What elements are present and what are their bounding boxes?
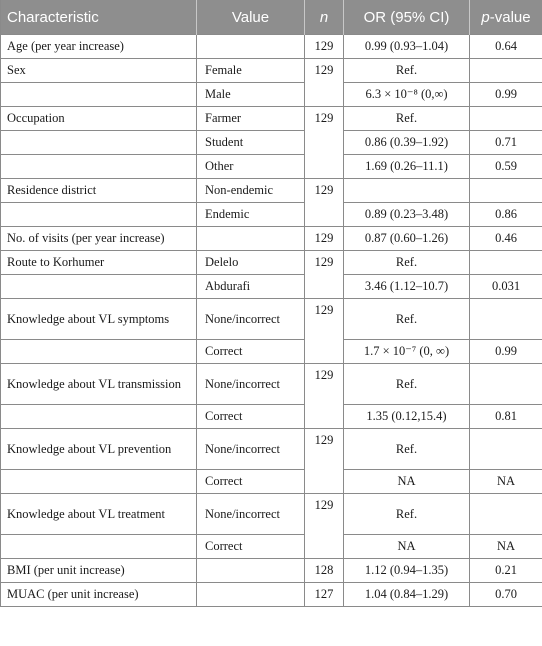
cell-or: 1.7 × 10⁻⁷ (0, ∞): [344, 340, 470, 364]
cell-p: [470, 299, 542, 340]
cell-value: Correct: [197, 535, 305, 559]
table-row: [1, 429, 542, 470]
cell-value: [197, 559, 305, 583]
table-row: [1, 405, 542, 429]
cell-value: Endemic: [197, 203, 305, 227]
cell-characteristic: Knowledge about VL symptoms: [1, 299, 197, 340]
cell-or: 0.99 (0.93–1.04): [344, 35, 470, 59]
cell-or: 1.04 (0.84–1.29): [344, 583, 470, 607]
cell-n: 129: [305, 179, 344, 227]
cell-or: Ref.: [344, 364, 470, 405]
cell-or: Ref.: [344, 251, 470, 275]
cell-p: [470, 364, 542, 405]
cell-value: None/incorrect: [197, 299, 305, 340]
table-row: [1, 35, 542, 59]
table-row: [1, 559, 542, 583]
header-or: OR (95% CI): [344, 0, 470, 35]
cell-or: Ref.: [344, 59, 470, 83]
header-row: [1, 0, 542, 35]
table-row: [1, 275, 542, 299]
cell-n: 129: [305, 107, 344, 179]
cell-n: 129: [305, 59, 344, 107]
cell-value: Other: [197, 155, 305, 179]
cell-or: 1.12 (0.94–1.35): [344, 559, 470, 583]
table-row: [1, 251, 542, 275]
table-row: [1, 583, 542, 607]
cell-p: 0.031: [470, 275, 542, 299]
cell-p: [470, 251, 542, 275]
cell-p: [470, 59, 542, 83]
cell-p: 0.99: [470, 340, 542, 364]
table-row: [1, 227, 542, 251]
cell-p: 0.21: [470, 559, 542, 583]
header-p-italic: p: [481, 8, 490, 26]
table-row: [1, 83, 542, 107]
cell-p: 0.64: [470, 35, 542, 59]
cell-p: 0.86: [470, 203, 542, 227]
cell-or: Ref.: [344, 494, 470, 535]
cell-or: 0.89 (0.23–3.48): [344, 203, 470, 227]
cell-or: 3.46 (1.12–10.7): [344, 275, 470, 299]
cell-p: 0.81: [470, 405, 542, 429]
cell-value: None/incorrect: [197, 429, 305, 470]
table-row: [1, 364, 542, 405]
cell-value: Delelo: [197, 251, 305, 275]
cell-p: 0.71: [470, 131, 542, 155]
cell-characteristic: [1, 470, 197, 494]
cell-n: 129: [305, 364, 344, 429]
table-row: [1, 59, 542, 83]
cell-characteristic: Residence district: [1, 179, 197, 203]
cell-n: 129: [305, 299, 344, 364]
table-row: [1, 470, 542, 494]
table-row: [1, 155, 542, 179]
cell-or: 1.35 (0.12,15.4): [344, 405, 470, 429]
cell-n: 129: [305, 429, 344, 494]
cell-characteristic: MUAC (per unit increase): [1, 583, 197, 607]
cell-value: Abdurafi: [197, 275, 305, 299]
cell-p: [470, 429, 542, 470]
cell-p: [470, 494, 542, 535]
cell-characteristic: No. of visits (per year increase): [1, 227, 197, 251]
cell-value: Farmer: [197, 107, 305, 131]
cell-characteristic: [1, 535, 197, 559]
header-n: n: [305, 0, 344, 35]
cell-or: 0.86 (0.39–1.92): [344, 131, 470, 155]
cell-or: NA: [344, 470, 470, 494]
table-row: [1, 494, 542, 535]
header-value: Value: [197, 0, 305, 35]
cell-p: 0.59: [470, 155, 542, 179]
header-p-rest: -value: [489, 8, 531, 26]
header-characteristic: Characteristic: [1, 0, 197, 35]
cell-characteristic: [1, 83, 197, 107]
cell-characteristic: Knowledge about VL prevention: [1, 429, 197, 470]
cell-n: 129: [305, 35, 344, 59]
cell-value: Correct: [197, 340, 305, 364]
cell-n: 127: [305, 583, 344, 607]
cell-or: 0.87 (0.60–1.26): [344, 227, 470, 251]
cell-p: [470, 179, 542, 203]
cell-value: Correct: [197, 405, 305, 429]
cell-value: None/incorrect: [197, 494, 305, 535]
cell-value: Female: [197, 59, 305, 83]
table-row: [1, 535, 542, 559]
cell-characteristic: Knowledge about VL transmission: [1, 364, 197, 405]
cell-n: 129: [305, 227, 344, 251]
cell-value: [197, 35, 305, 59]
cell-value: Male: [197, 83, 305, 107]
cell-characteristic: [1, 405, 197, 429]
cell-characteristic: Route to Korhumer: [1, 251, 197, 275]
cell-characteristic: BMI (per unit increase): [1, 559, 197, 583]
cell-or: Ref.: [344, 299, 470, 340]
cell-characteristic: Knowledge about VL treatment: [1, 494, 197, 535]
table-row: [1, 107, 542, 131]
cell-value: [197, 227, 305, 251]
cell-p: NA: [470, 535, 542, 559]
cell-value: Student: [197, 131, 305, 155]
cell-or: [344, 179, 470, 203]
cell-p: 0.99: [470, 83, 542, 107]
cell-value: None/incorrect: [197, 364, 305, 405]
cell-p: 0.46: [470, 227, 542, 251]
cell-or: Ref.: [344, 429, 470, 470]
cell-characteristic: [1, 203, 197, 227]
cell-n: 129: [305, 251, 344, 299]
cell-p: 0.70: [470, 583, 542, 607]
cell-p: NA: [470, 470, 542, 494]
cell-or: 1.69 (0.26–11.1): [344, 155, 470, 179]
cell-characteristic: Age (per year increase): [1, 35, 197, 59]
table-row: [1, 340, 542, 364]
table-row: [1, 299, 542, 340]
cell-characteristic: Occupation: [1, 107, 197, 131]
table-row: [1, 179, 542, 203]
cell-characteristic: [1, 275, 197, 299]
cell-p: [470, 107, 542, 131]
cell-characteristic: [1, 155, 197, 179]
cell-characteristic: [1, 340, 197, 364]
cell-n: 128: [305, 559, 344, 583]
cell-characteristic: Sex: [1, 59, 197, 83]
cell-characteristic: [1, 131, 197, 155]
header-p-value: [470, 0, 542, 35]
cell-or: NA: [344, 535, 470, 559]
table-row: [1, 131, 542, 155]
cell-value: [197, 583, 305, 607]
cell-value: Non-endemic: [197, 179, 305, 203]
cell-n: 129: [305, 494, 344, 559]
table-row: [1, 203, 542, 227]
cell-or: 6.3 × 10⁻⁸ (0,∞): [344, 83, 470, 107]
cell-or: Ref.: [344, 107, 470, 131]
cell-value: Correct: [197, 470, 305, 494]
